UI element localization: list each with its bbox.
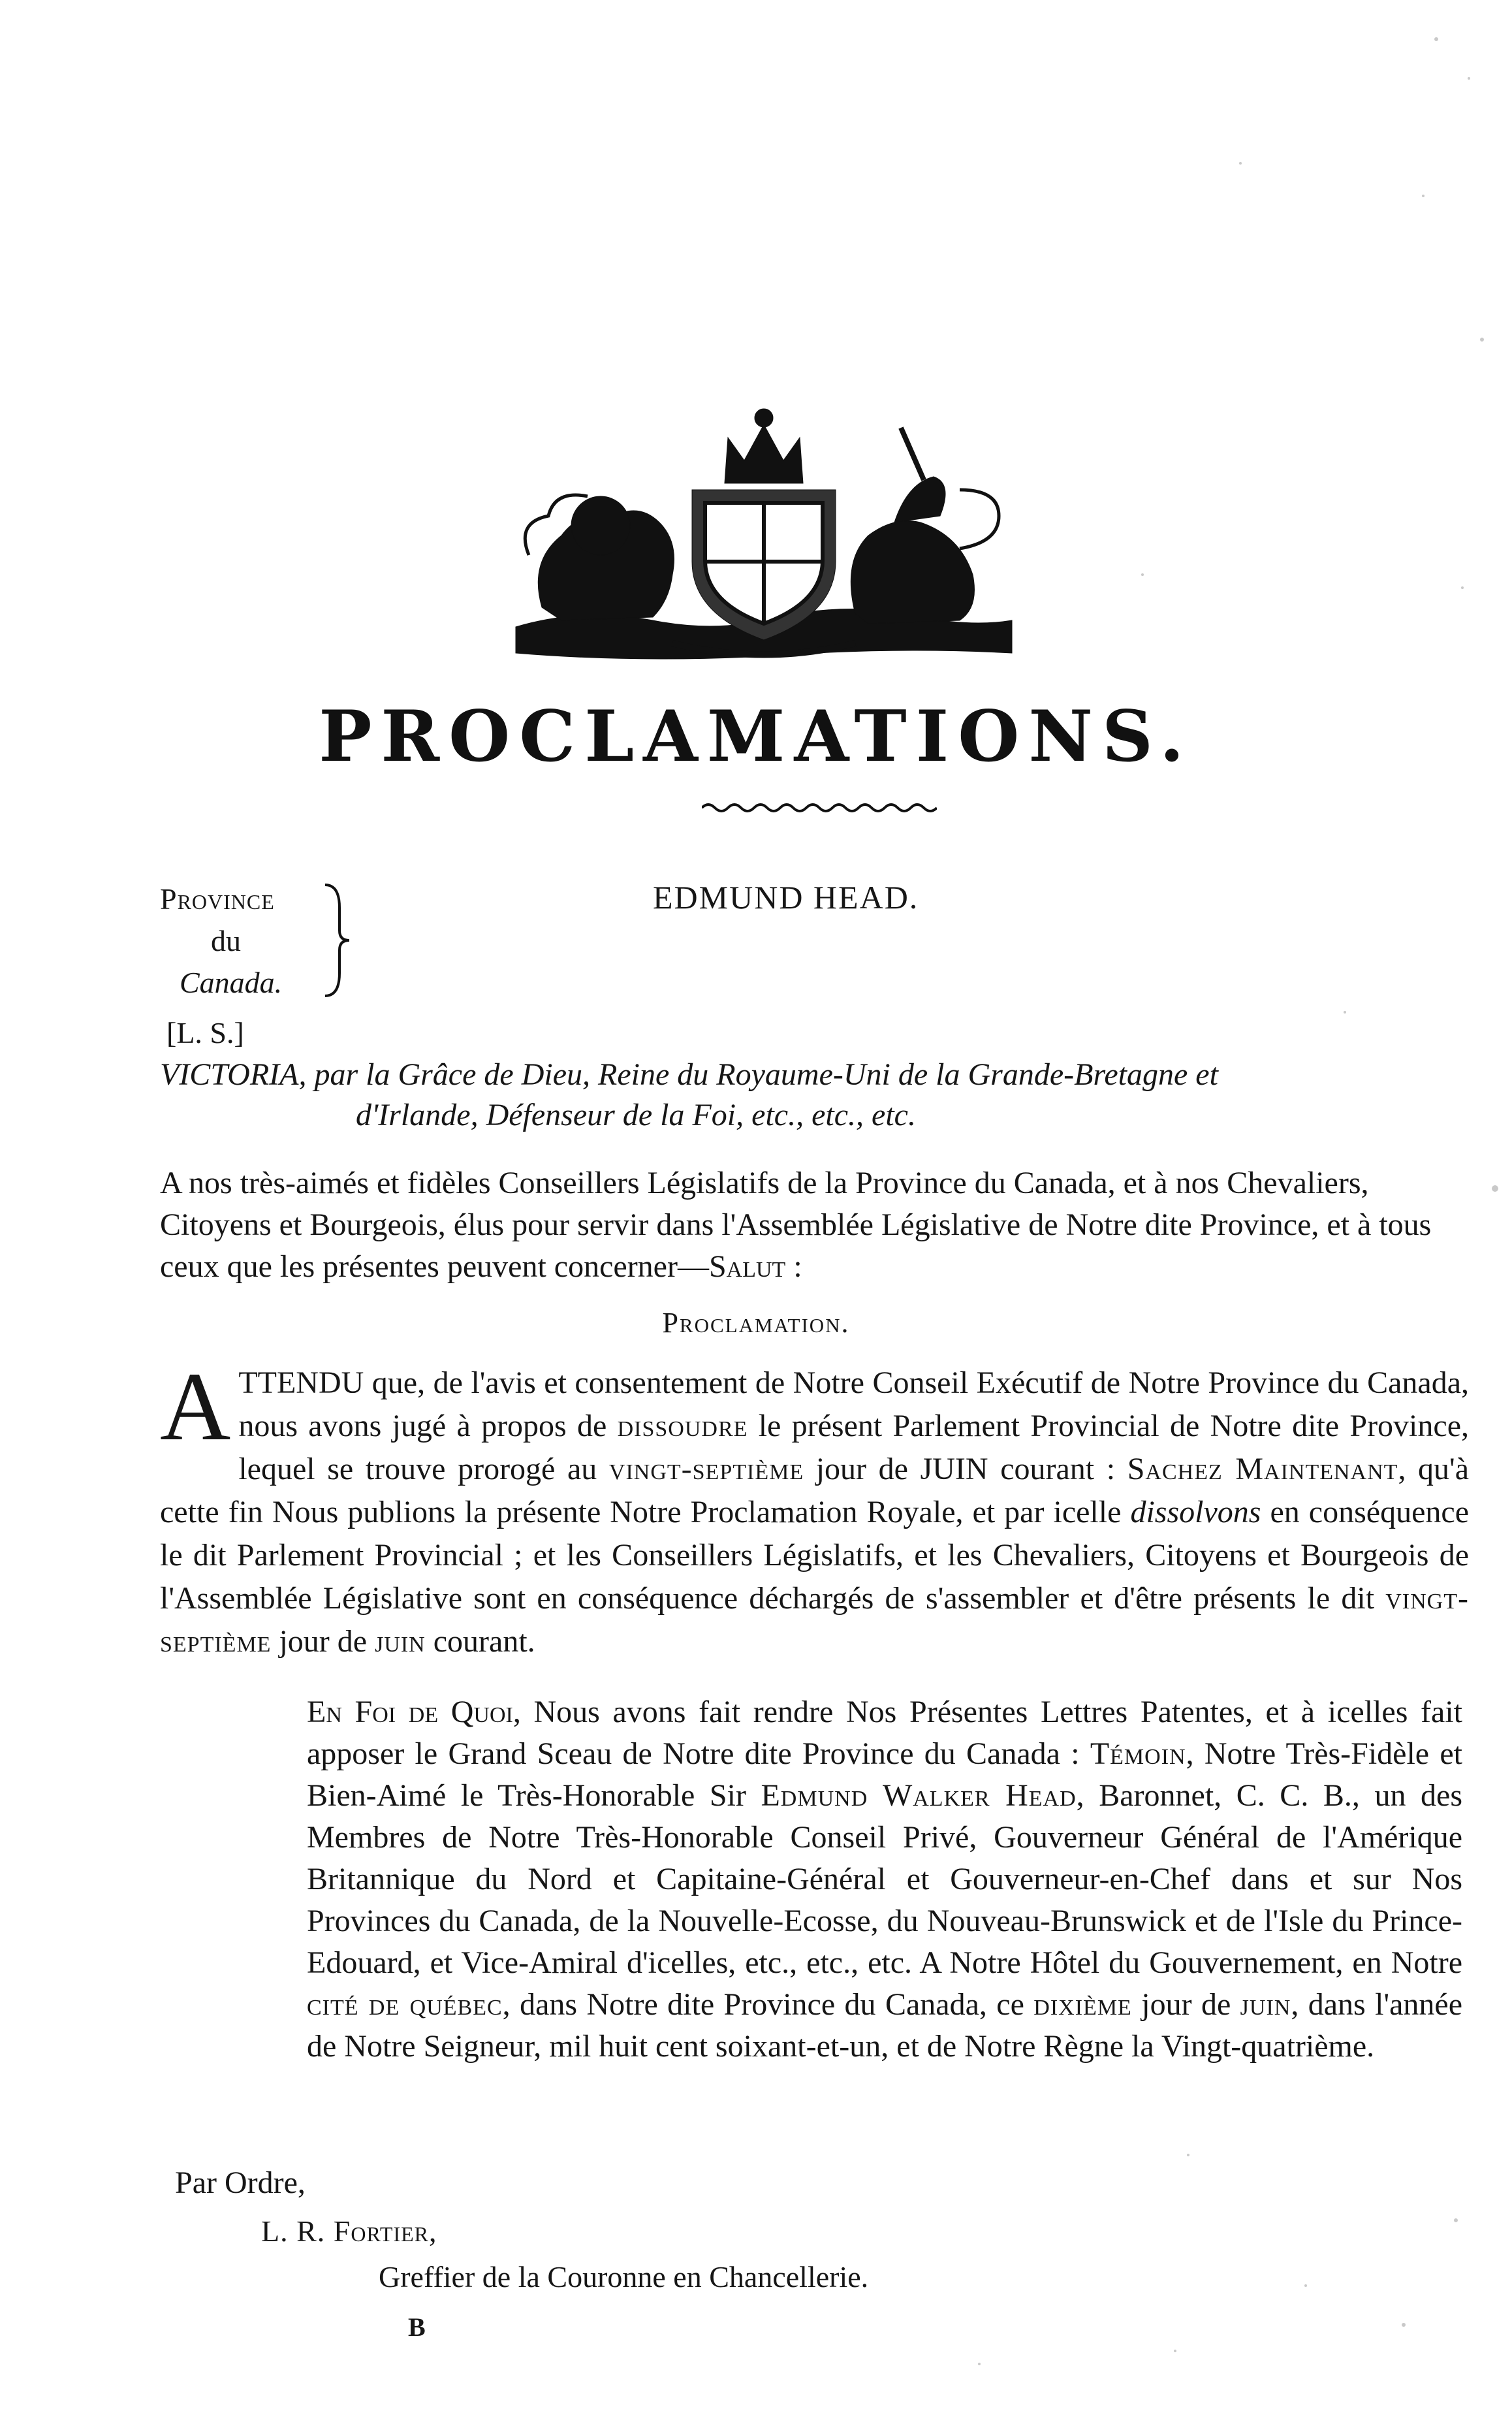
address-paragraph <box>160 1162 1466 1288</box>
signer-name: L. R. Fortier, <box>261 2214 437 2248</box>
proclamation-paragraph <box>160 1352 1470 1663</box>
sachez-maintenant: Sachez Maintenant <box>1127 1452 1398 1486</box>
testimony-juin: juin <box>1240 1987 1291 2022</box>
royal-arms-emblem <box>503 392 1025 666</box>
salut-word: Salut <box>708 1249 786 1284</box>
governor-full-name: Edmund Walker Head <box>761 1778 1077 1813</box>
royal-style-line-1: VICTORIA, par la Grâce de Dieu, Reine du Royaume-Uni de la Grande-Bretagne et <box>160 1057 1218 1092</box>
address-end: : <box>785 1249 802 1284</box>
royal-style-line-2: d'Irlande, Défenseur de la Foi, etc., etc., etc. <box>356 1098 916 1132</box>
province-label: Province <box>160 882 275 916</box>
proclamation-text-6: jour de <box>271 1624 375 1659</box>
address-text: A nos très-aimés et fidèles Conseillers Législatifs de la Province du Canada, et à nos Chevaliers, Citoyens et Bourgeois, élus pour servir dans l'Assemblée Législative de Notre dite Province, et à tous ceux que les présentes peuvent concerner— <box>160 1166 1432 1284</box>
temoin-word: Témoin <box>1090 1736 1186 1771</box>
vingt-septieme-2: vingt-septième <box>160 1581 1469 1659</box>
dixieme-word: dixième <box>1033 1987 1132 2022</box>
proclamation-text-3: jour de JUIN courant : <box>804 1452 1127 1486</box>
en-foi-de-quoi: En Foi de Quoi <box>307 1695 513 1729</box>
proclamation-text-1: TTENDU que, de l'avis et consentement de Notre Conseil Exécutif de Notre Province du Canada, nous avons jugé à propos de <box>238 1365 1469 1443</box>
curly-brace <box>320 882 353 999</box>
proclamation-text-7: courant. <box>425 1624 535 1659</box>
page-title: PROCLAMATIONS. <box>319 695 1193 778</box>
seal-mark: [L. S.] <box>166 1016 244 1049</box>
province-du: du <box>211 924 241 957</box>
proclamation-text-5: en conséquence le dit Parlement Provincial ; et les Conseillers Législatifs, et les Chevaliers, Citoyens et Bourgeois de l'Assemblée Législative sont en conséquence déchargés de s'assembler et d'être présents le dit <box>160 1495 1469 1616</box>
testimony-paragraph <box>307 1691 1462 2068</box>
signature-mark: B <box>408 2312 426 2342</box>
wavy-rule <box>702 800 937 816</box>
dissolvons-word: dissolvons <box>1130 1495 1261 1529</box>
governor-name: EDMUND HEAD. <box>653 879 919 916</box>
drop-cap: A <box>160 1352 231 1461</box>
royal-style <box>160 1055 1459 1136</box>
section-heading: Proclamation. <box>662 1307 850 1339</box>
testimony-text-4: , dans Notre dite Province du Canada, ce <box>502 1987 1034 2022</box>
cite-de-quebec: cité de québec <box>307 1987 503 2022</box>
testimony-text-1: , Nous avons fait rendre Nos Présentes Lettres Patentes, et à icelles fait apposer le Grand Sceau de Notre dite Province du Canada : <box>307 1695 1462 1771</box>
vingt-septieme-1: vingt-septième <box>608 1452 804 1486</box>
juin-word: juin <box>375 1624 426 1659</box>
proclamation-text-2: le présent Parlement Provincial de Notre dite Province, lequel se trouve prorogé au <box>238 1409 1469 1486</box>
testimony-text-3: , Baronnet, C. C. B., un des Membres de Notre Très-Honorable Conseil Privé, Gouverneur Général de l'Amérique Britannique du Nord et Capitaine-Général et Gouverneur-en-Chef dans et sur Nos Provinces du Canada, de la Nouvelle-Ecosse, du Nouveau-Brunswick et de l'Isle du Prince-Edouard, et Vice-Amiral d'icelles, etc., etc., etc. A Notre Hôtel du Gouvernement, en Notre <box>307 1778 1462 1980</box>
province-block <box>160 882 375 1012</box>
testimony-text-5: jour de <box>1131 1987 1240 2022</box>
par-ordre: Par Ordre, <box>175 2165 306 2200</box>
clerk-title: Greffier de la Couronne en Chancellerie. <box>379 2260 869 2293</box>
proclamation-text-4: , qu'à cette fin Nous publions la présente Notre Proclamation Royale, et par icelle <box>160 1452 1470 1529</box>
dissoudre-word: dissoudre <box>617 1409 748 1443</box>
province-canada: Canada. <box>180 966 283 999</box>
testimony-text-6: , dans l'année de Notre Seigneur, mil huit cent soixant-et-un, et de Notre Règne la Vingt-quatrième. <box>307 1987 1463 2064</box>
testimony-text-2: , Notre Très-Fidèle et Bien-Aimé le Très-Honorable Sir <box>307 1736 1463 1813</box>
